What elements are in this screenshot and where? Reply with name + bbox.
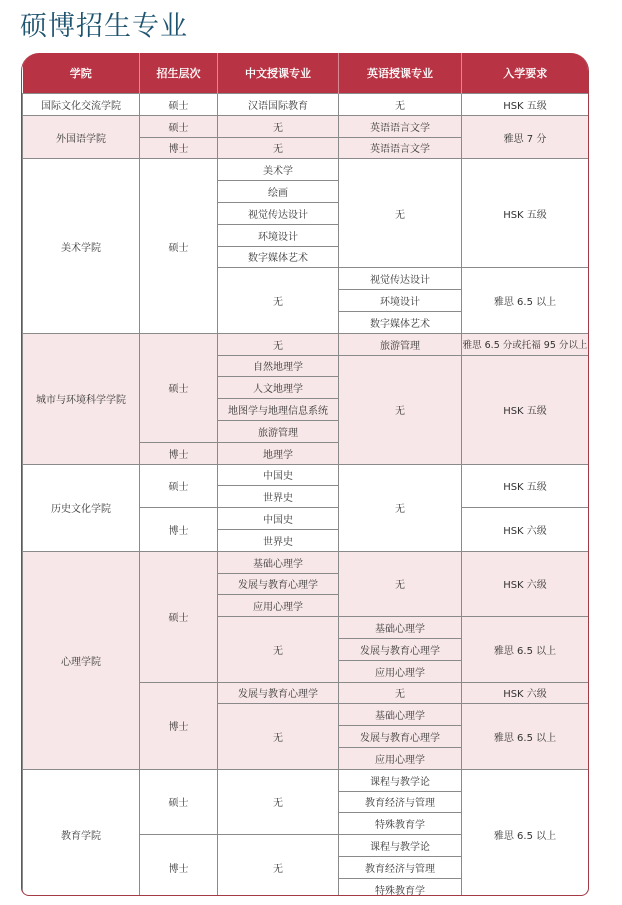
header-english-majors: 英语授课专业 <box>339 53 462 94</box>
english-major-cell: 特殊教育学 <box>339 813 462 835</box>
chinese-major-cell: 无 <box>218 704 339 769</box>
chinese-major-cell: 基础心理学 <box>218 551 339 573</box>
header-chinese-majors: 中文授课专业 <box>218 53 339 94</box>
majors-table <box>21 53 589 896</box>
english-major-cell: 应用心理学 <box>339 747 462 769</box>
english-major-cell: 课程与教学论 <box>339 835 462 857</box>
requirement-cell: HSK 六级 <box>462 682 589 704</box>
level-cell: 博士 <box>140 682 218 769</box>
chinese-major-cell: 旅游管理 <box>218 420 339 442</box>
table-row <box>23 333 589 355</box>
english-major-cell: 无 <box>339 551 462 616</box>
chinese-major-cell: 环境设计 <box>218 224 339 246</box>
college-cell: 心理学院 <box>23 551 140 769</box>
english-major-cell: 无 <box>339 355 462 464</box>
requirement-cell: 雅思 7 分 <box>462 115 589 159</box>
college-cell: 美术学院 <box>23 159 140 333</box>
english-major-cell: 发展与教育心理学 <box>339 638 462 660</box>
table-row <box>23 769 589 791</box>
english-major-cell: 发展与教育心理学 <box>339 726 462 748</box>
table-row <box>23 159 589 181</box>
level-cell: 硕士 <box>140 333 218 442</box>
chinese-major-cell: 中国史 <box>218 464 339 486</box>
level-cell: 博士 <box>140 835 218 896</box>
level-cell: 博士 <box>140 137 218 159</box>
english-major-cell: 应用心理学 <box>339 660 462 682</box>
college-cell: 教育学院 <box>23 769 140 896</box>
english-major-cell: 课程与教学论 <box>339 769 462 791</box>
chinese-major-cell: 世界史 <box>218 486 339 508</box>
header-college: 学院 <box>23 53 140 94</box>
college-cell: 国际文化交流学院 <box>23 94 140 116</box>
english-major-cell: 英语语言文学 <box>339 137 462 159</box>
level-cell: 硕士 <box>140 551 218 682</box>
english-major-cell: 教育经济与管理 <box>339 791 462 813</box>
level-cell: 硕士 <box>140 159 218 333</box>
english-major-cell: 旅游管理 <box>339 333 462 355</box>
chinese-major-cell: 地图学与地理信息系统 <box>218 399 339 421</box>
level-cell: 硕士 <box>140 464 218 508</box>
requirement-cell: HSK 五级 <box>462 159 589 268</box>
chinese-major-cell: 中国史 <box>218 508 339 530</box>
chinese-major-cell: 世界史 <box>218 529 339 551</box>
level-cell: 硕士 <box>140 115 218 137</box>
college-cell: 城市与环境科学学院 <box>23 333 140 464</box>
table-row <box>23 464 589 486</box>
chinese-major-cell: 人文地理学 <box>218 377 339 399</box>
chinese-major-cell: 自然地理学 <box>218 355 339 377</box>
english-major-cell: 无 <box>339 682 462 704</box>
header-level: 招生层次 <box>140 53 218 94</box>
chinese-major-cell: 无 <box>218 769 339 834</box>
english-major-cell: 无 <box>339 464 462 551</box>
level-cell: 硕士 <box>140 769 218 834</box>
requirement-cell: HSK 五级 <box>462 94 589 116</box>
chinese-major-cell: 无 <box>218 137 339 159</box>
english-major-cell: 无 <box>339 159 462 268</box>
requirement-cell: HSK 六级 <box>462 508 589 552</box>
chinese-major-cell: 数字媒体艺术 <box>218 246 339 268</box>
english-major-cell: 教育经济与管理 <box>339 856 462 878</box>
page-title: 硕博招生专业 <box>20 11 188 42</box>
english-major-cell: 特殊教育学 <box>339 878 462 896</box>
chinese-major-cell: 无 <box>218 617 339 682</box>
requirement-cell: HSK 六级 <box>462 551 589 616</box>
requirement-cell: 雅思 6.5 以上 <box>462 704 589 769</box>
college-cell: 历史文化学院 <box>23 464 140 551</box>
chinese-major-cell: 汉语国际教育 <box>218 94 339 116</box>
table-header-row <box>23 53 589 94</box>
requirement-cell: HSK 五级 <box>462 355 589 464</box>
chinese-major-cell: 发展与教育心理学 <box>218 573 339 595</box>
chinese-major-cell: 无 <box>218 268 339 333</box>
english-major-cell: 无 <box>339 94 462 116</box>
english-major-cell: 基础心理学 <box>339 617 462 639</box>
english-major-cell: 数字媒体艺术 <box>339 311 462 333</box>
requirement-cell: 雅思 6.5 以上 <box>462 268 589 333</box>
table-row <box>23 94 589 116</box>
college-cell: 外国语学院 <box>23 115 140 159</box>
chinese-major-cell: 无 <box>218 115 339 137</box>
requirement-cell: HSK 五级 <box>462 464 589 508</box>
chinese-major-cell: 无 <box>218 333 339 355</box>
level-cell: 博士 <box>140 442 218 464</box>
requirement-cell: 雅思 6.5 以上 <box>462 769 589 896</box>
chinese-major-cell: 无 <box>218 835 339 896</box>
requirement-cell: 雅思 6.5 分或托福 95 分以上 <box>462 333 589 355</box>
chinese-major-cell: 应用心理学 <box>218 595 339 617</box>
english-major-cell: 环境设计 <box>339 290 462 312</box>
requirement-cell: 雅思 6.5 以上 <box>462 617 589 682</box>
english-major-cell: 基础心理学 <box>339 704 462 726</box>
table-row <box>23 551 589 573</box>
english-major-cell: 视觉传达设计 <box>339 268 462 290</box>
header-requirements: 入学要求 <box>462 53 589 94</box>
level-cell: 博士 <box>140 508 218 552</box>
level-cell: 硕士 <box>140 94 218 116</box>
chinese-major-cell: 发展与教育心理学 <box>218 682 339 704</box>
chinese-major-cell: 视觉传达设计 <box>218 202 339 224</box>
chinese-major-cell: 绘画 <box>218 181 339 203</box>
english-major-cell: 英语语言文学 <box>339 115 462 137</box>
chinese-major-cell: 地理学 <box>218 442 339 464</box>
chinese-major-cell: 美术学 <box>218 159 339 181</box>
table-row <box>23 115 589 137</box>
